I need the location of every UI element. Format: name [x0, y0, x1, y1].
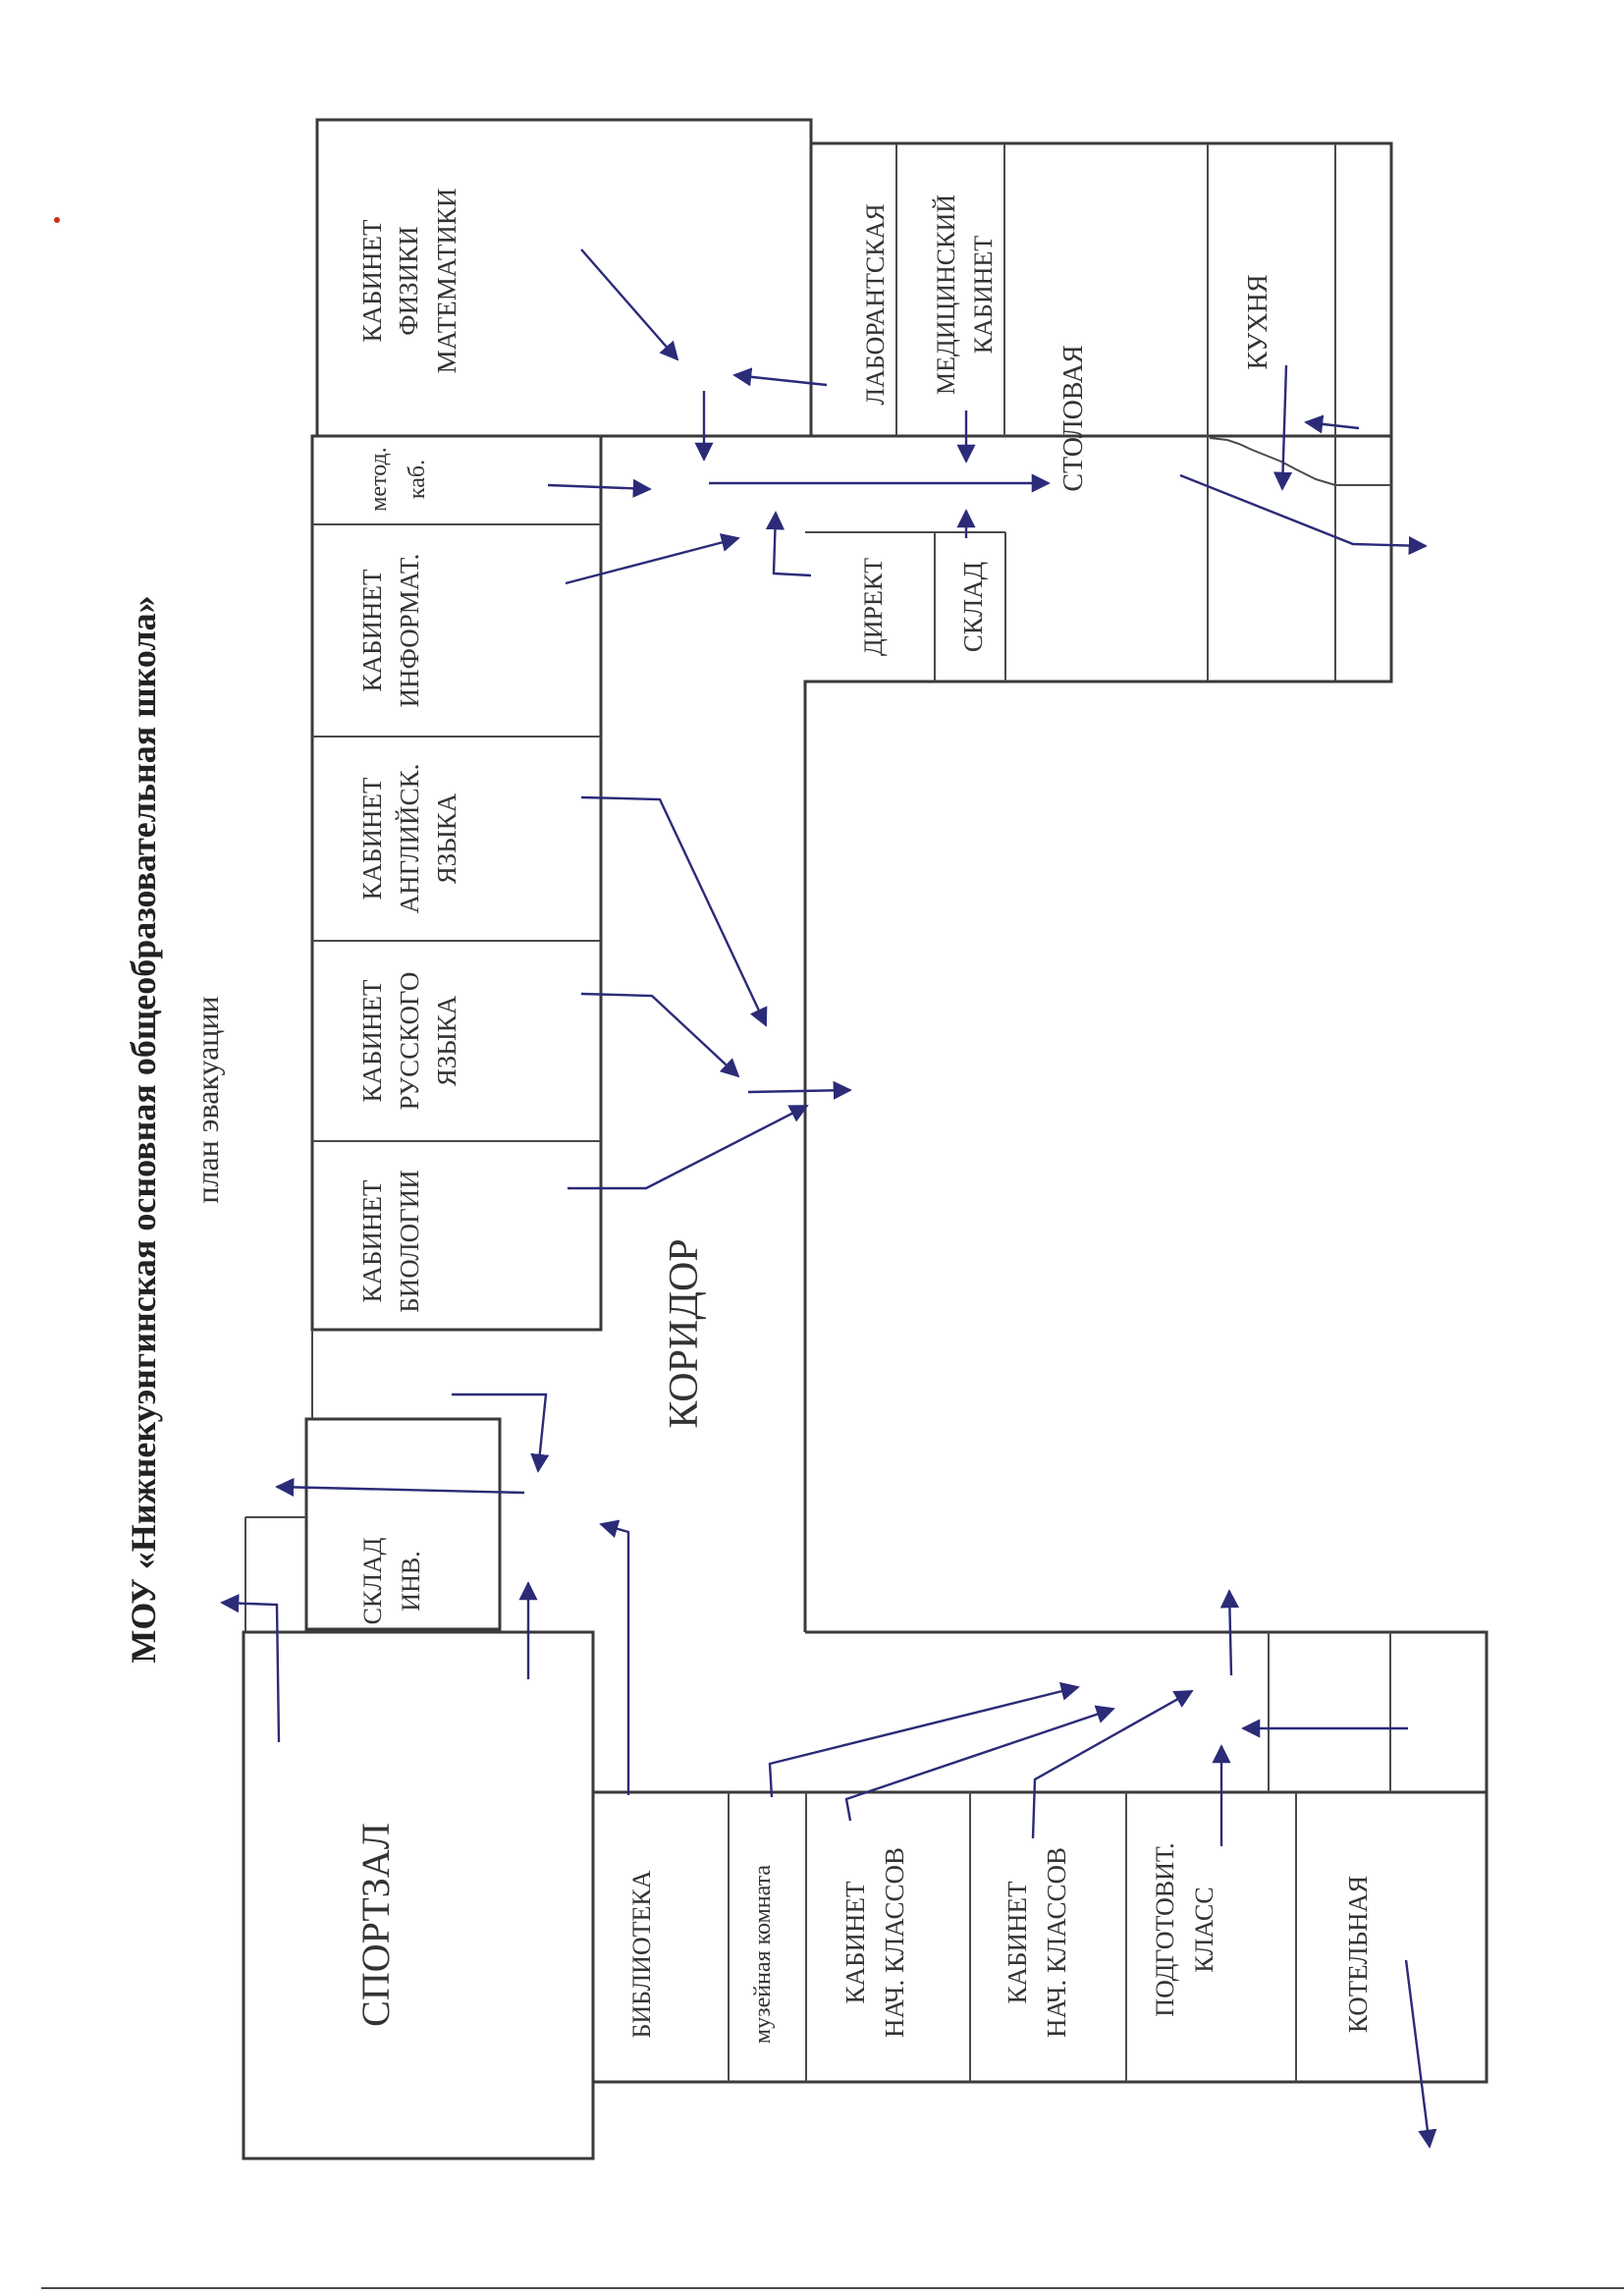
label-primary1-2: НАЧ. КЛАССОВ	[880, 1847, 909, 2038]
label-medical-1: МЕДИЦИНСКИЙ	[932, 193, 960, 396]
label-kitchen: КУХНЯ	[1243, 274, 1273, 370]
label-primary1-1: КАБИНЕТ	[840, 1881, 870, 2004]
label-boiler: КОТЕЛЬНАЯ	[1343, 1875, 1373, 2034]
label-physics-3: МАТЕМАТИКИ	[432, 188, 461, 374]
label-english-1: КАБИНЕТ	[357, 777, 387, 901]
label-prep-1: ПОДГОТОВИТ.	[1151, 1842, 1179, 2017]
label-storage: СКЛАД	[958, 561, 988, 653]
label-informatics-1: КАБИНЕТ	[357, 569, 387, 692]
label-library: БИБЛИОТЕКА	[627, 1870, 656, 2039]
label-medical-2: КАБИНЕТ	[969, 235, 998, 355]
label-director: ДИРЕКТ	[859, 557, 888, 657]
label-russian-3: ЯЗЫКА	[432, 995, 461, 1087]
label-prep-2: КЛАСС	[1190, 1886, 1218, 1973]
label-museum: музейная комната	[750, 1864, 776, 2045]
label-canteen: СТОЛОВАЯ	[1058, 345, 1089, 492]
label-gym: СПОРТЗАЛ	[353, 1823, 398, 2027]
plan-subtitle: план эвакуации	[189, 996, 225, 1204]
label-physics-1: КАБИНЕТ	[357, 219, 387, 343]
red-dot-mark	[54, 217, 60, 223]
label-inventory-1: СКЛАД	[358, 1537, 387, 1625]
label-primary2-1: КАБИНЕТ	[1002, 1881, 1032, 2004]
label-russian-1: КАБИНЕТ	[357, 979, 387, 1103]
building-walls	[41, 120, 1624, 2288]
label-method-2: каб.	[405, 459, 430, 500]
label-method-1: метод.	[366, 447, 392, 512]
plan-title: МОУ «Нижнекуэнгинская основная общеобразовательная школа»	[124, 595, 163, 1664]
label-physics-2: ФИЗИКИ	[394, 226, 423, 336]
label-biology-2: БИОЛОГИИ	[395, 1170, 424, 1313]
label-biology-1: КАБИНЕТ	[357, 1179, 387, 1303]
label-inventory-2: ИНВ.	[397, 1551, 425, 1612]
room-labels	[353, 189, 1373, 2044]
label-english-2: АНГЛИЙСК.	[395, 763, 424, 914]
label-russian-2: РУССКОГО	[395, 971, 424, 1111]
label-corridor: КОРИДОР	[662, 1238, 707, 1429]
label-english-3: ЯЗЫКА	[432, 793, 461, 885]
label-lab: ЛАБОРАНТСКАЯ	[861, 203, 890, 406]
label-informatics-2: ИНФОРМАТ.	[395, 553, 424, 708]
label-primary2-2: НАЧ. КЛАССОВ	[1042, 1847, 1071, 2038]
